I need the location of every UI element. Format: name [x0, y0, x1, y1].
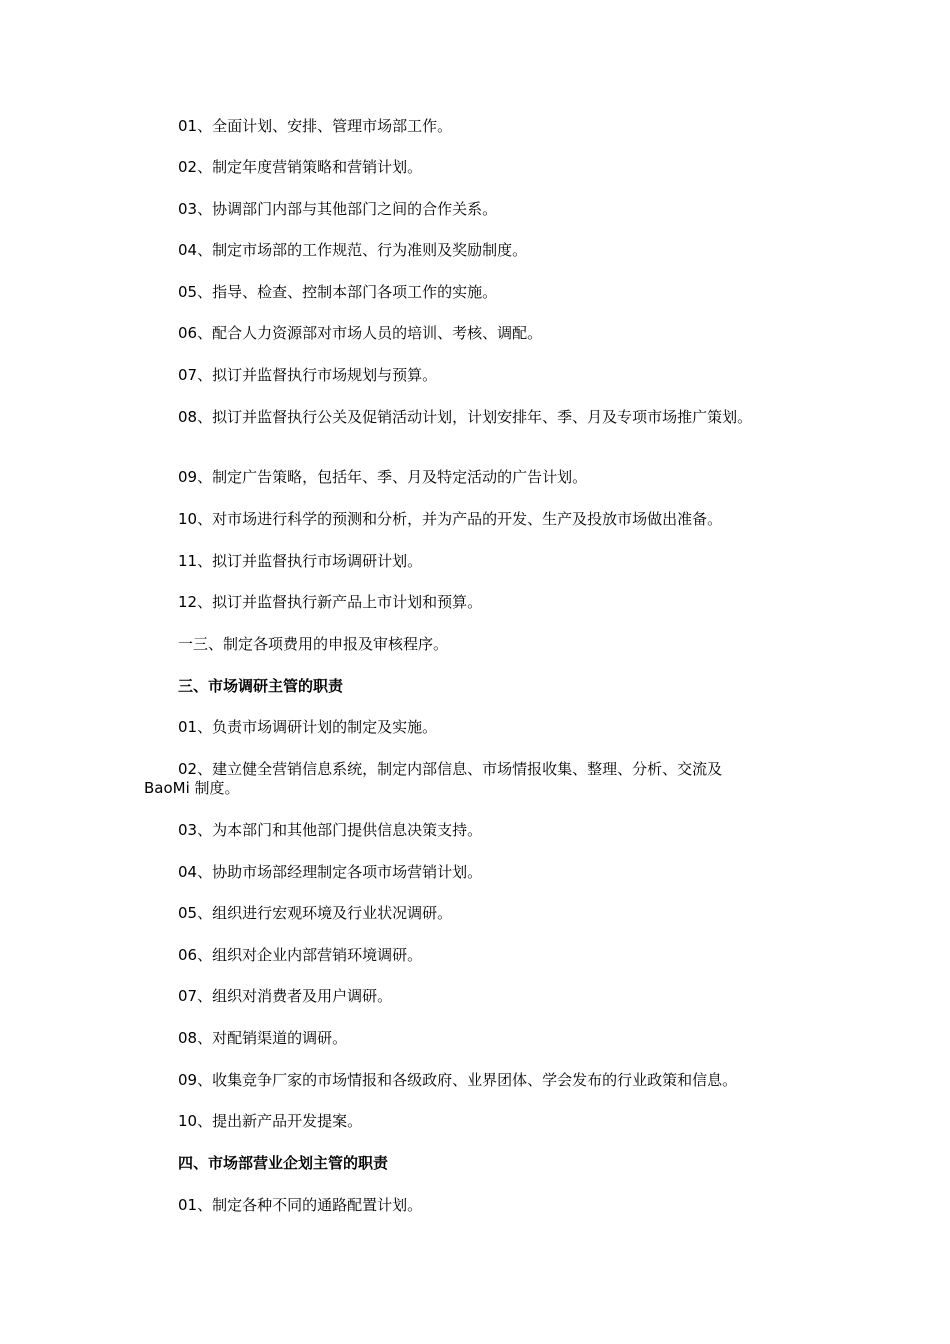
list-item: 05、指导、检查、控制本部门各项工作的实施。 [178, 283, 498, 301]
list-item: 07、组织对消费者及用户调研。 [178, 987, 393, 1005]
list-item: 12、拟订并监督执行新产品上市计划和预算。 [178, 593, 483, 611]
list-item: 04、协助市场部经理制定各项市场营销计划。 [178, 863, 483, 881]
list-item: 11、拟订并监督执行市场调研计划。 [178, 552, 423, 570]
list-item-continuation: BaoMi 制度。 [144, 779, 240, 797]
list-item: 03、为本部门和其他部门提供信息决策支持。 [178, 821, 483, 839]
list-item: 02、制定年度营销策略和营销计划。 [178, 158, 423, 176]
list-item: 04、制定市场部的工作规范、行为准则及奖励制度。 [178, 241, 528, 259]
list-item: 09、收集竞争厂家的市场情报和各级政府、业界团体、学会发布的行业政策和信息。 [178, 1071, 738, 1089]
list-item: 09、制定广告策略，包括年、季、月及特定活动的广告计划。 [178, 468, 588, 486]
section-heading: 四、市场部营业企划主管的职责 [178, 1154, 389, 1172]
list-item: 06、配合人力资源部对市场人员的培训、考核、调配。 [178, 324, 543, 342]
list-item: 05、组织进行宏观环境及行业状况调研。 [178, 904, 453, 922]
list-item: 01、制定各种不同的通路配置计划。 [178, 1196, 423, 1214]
section-heading: 三、市场调研主管的职责 [178, 677, 344, 695]
list-item: 02、建立健全营销信息系统，制定内部信息、市场情报收集、整理、分析、交流及 [178, 760, 723, 778]
list-item: 06、组织对企业内部营销环境调研。 [178, 946, 423, 964]
list-item: 10、提出新产品开发提案。 [178, 1112, 363, 1130]
list-item: 10、对市场进行科学的预测和分析，并为产品的开发、生产及投放市场做出准备。 [178, 510, 723, 528]
list-item: 08、对配销渠道的调研。 [178, 1029, 348, 1047]
list-item: 01、全面计划、安排、管理市场部工作。 [178, 117, 453, 135]
list-item: 07、拟订并监督执行市场规划与预算。 [178, 366, 438, 384]
list-item: 03、协调部门内部与其他部门之间的合作关系。 [178, 200, 498, 218]
list-item: 01、负责市场调研计划的制定及实施。 [178, 718, 438, 736]
list-item: 一三、制定各项费用的申报及审核程序。 [178, 635, 449, 653]
list-item: 08、拟订并监督执行公关及促销活动计划，计划安排年、季、月及专项市场推广策划。 [178, 408, 753, 426]
